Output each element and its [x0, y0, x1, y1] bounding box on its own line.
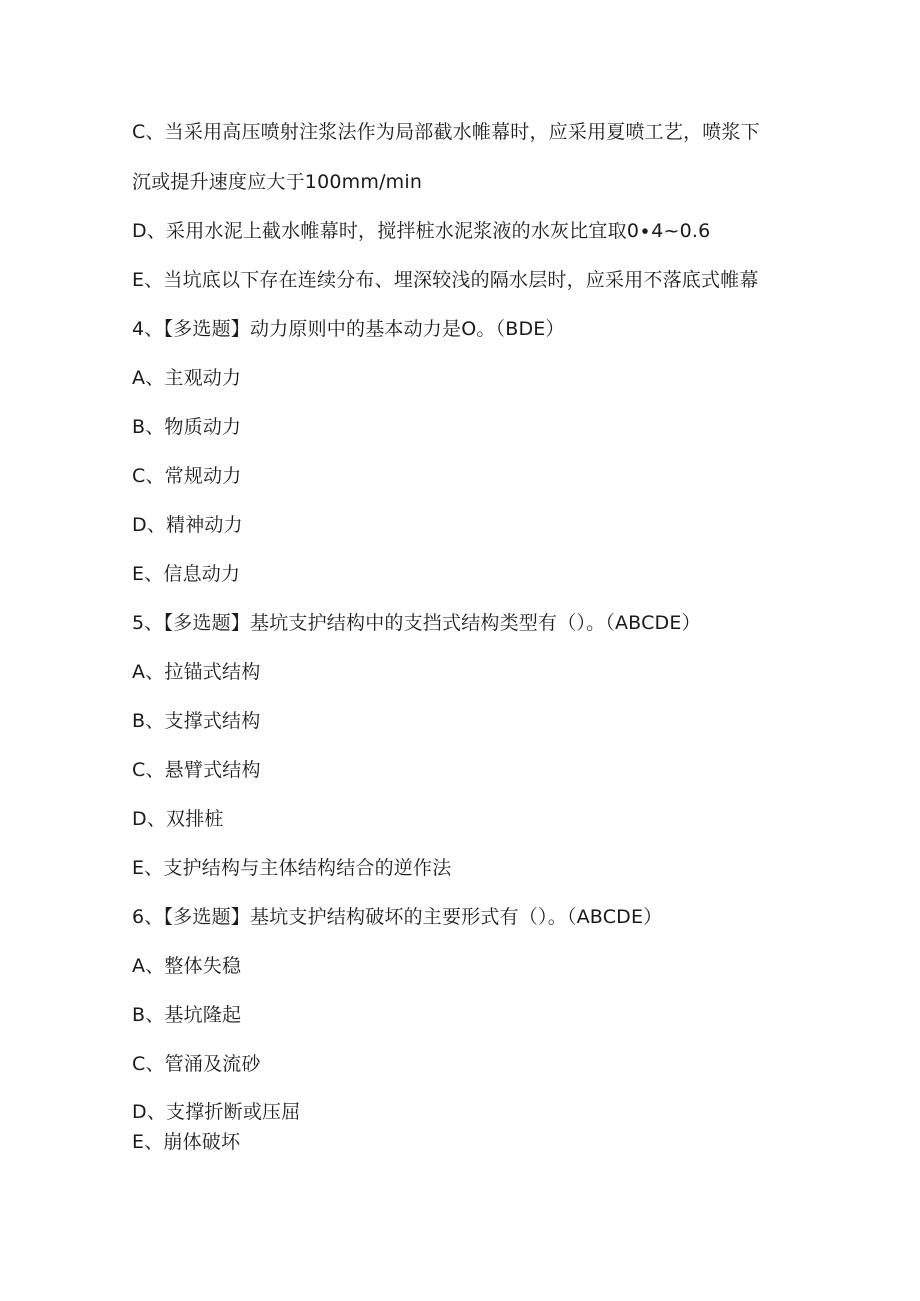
q5-option-e: E、支护结构与主体结构结合的逆作法: [132, 857, 452, 879]
option-c-line-2: 沉或提升速度应大于100mm∕min: [132, 171, 423, 193]
q5-option-b: B、支撑式结构: [132, 710, 261, 732]
q4-option-b: B、物质动力: [132, 416, 242, 438]
option-c-line-1: C、当采用高压喷射注浆法作为局部截水帷幕时，应采用夏喷工艺，喷浆下: [132, 121, 760, 143]
question-4: 4、【多选题】动力原则中的基本动力是O。（BDE）: [132, 318, 565, 340]
question-5: 5、【多选题】基坑支护结构中的支挡式结构类型有（）。（ABCDE）: [132, 612, 701, 634]
option-d: D、采用水泥上截水帷幕时，搅拌桩水泥浆液的水灰比宜取0∙4~0.6: [132, 220, 711, 242]
q6-option-e: E、崩体破坏: [132, 1131, 241, 1153]
question-6: 6、【多选题】基坑支护结构破坏的主要形式有（）。（ABCDE）: [132, 906, 663, 928]
q6-option-c: C、管涌及流砂: [132, 1053, 261, 1075]
q5-option-d: D、双排桩: [132, 808, 224, 830]
q6-option-a: A、整体失稳: [132, 955, 242, 977]
q6-option-b: B、基坑隆起: [132, 1004, 242, 1026]
q5-option-a: A、拉锚式结构: [132, 661, 261, 683]
q4-option-d: D、精神动力: [132, 514, 243, 536]
option-e: E、当坑底以下存在连续分布、埋深较浅的隔水层时，应采用不落底式帷幕: [132, 269, 759, 291]
q4-option-c: C、常规动力: [132, 465, 242, 487]
q4-option-e: E、信息动力: [132, 563, 241, 585]
q6-option-d: D、支撑折断或压屈: [132, 1101, 301, 1123]
q4-option-a: A、主观动力: [132, 367, 242, 389]
q5-option-c: C、悬臂式结构: [132, 759, 261, 781]
